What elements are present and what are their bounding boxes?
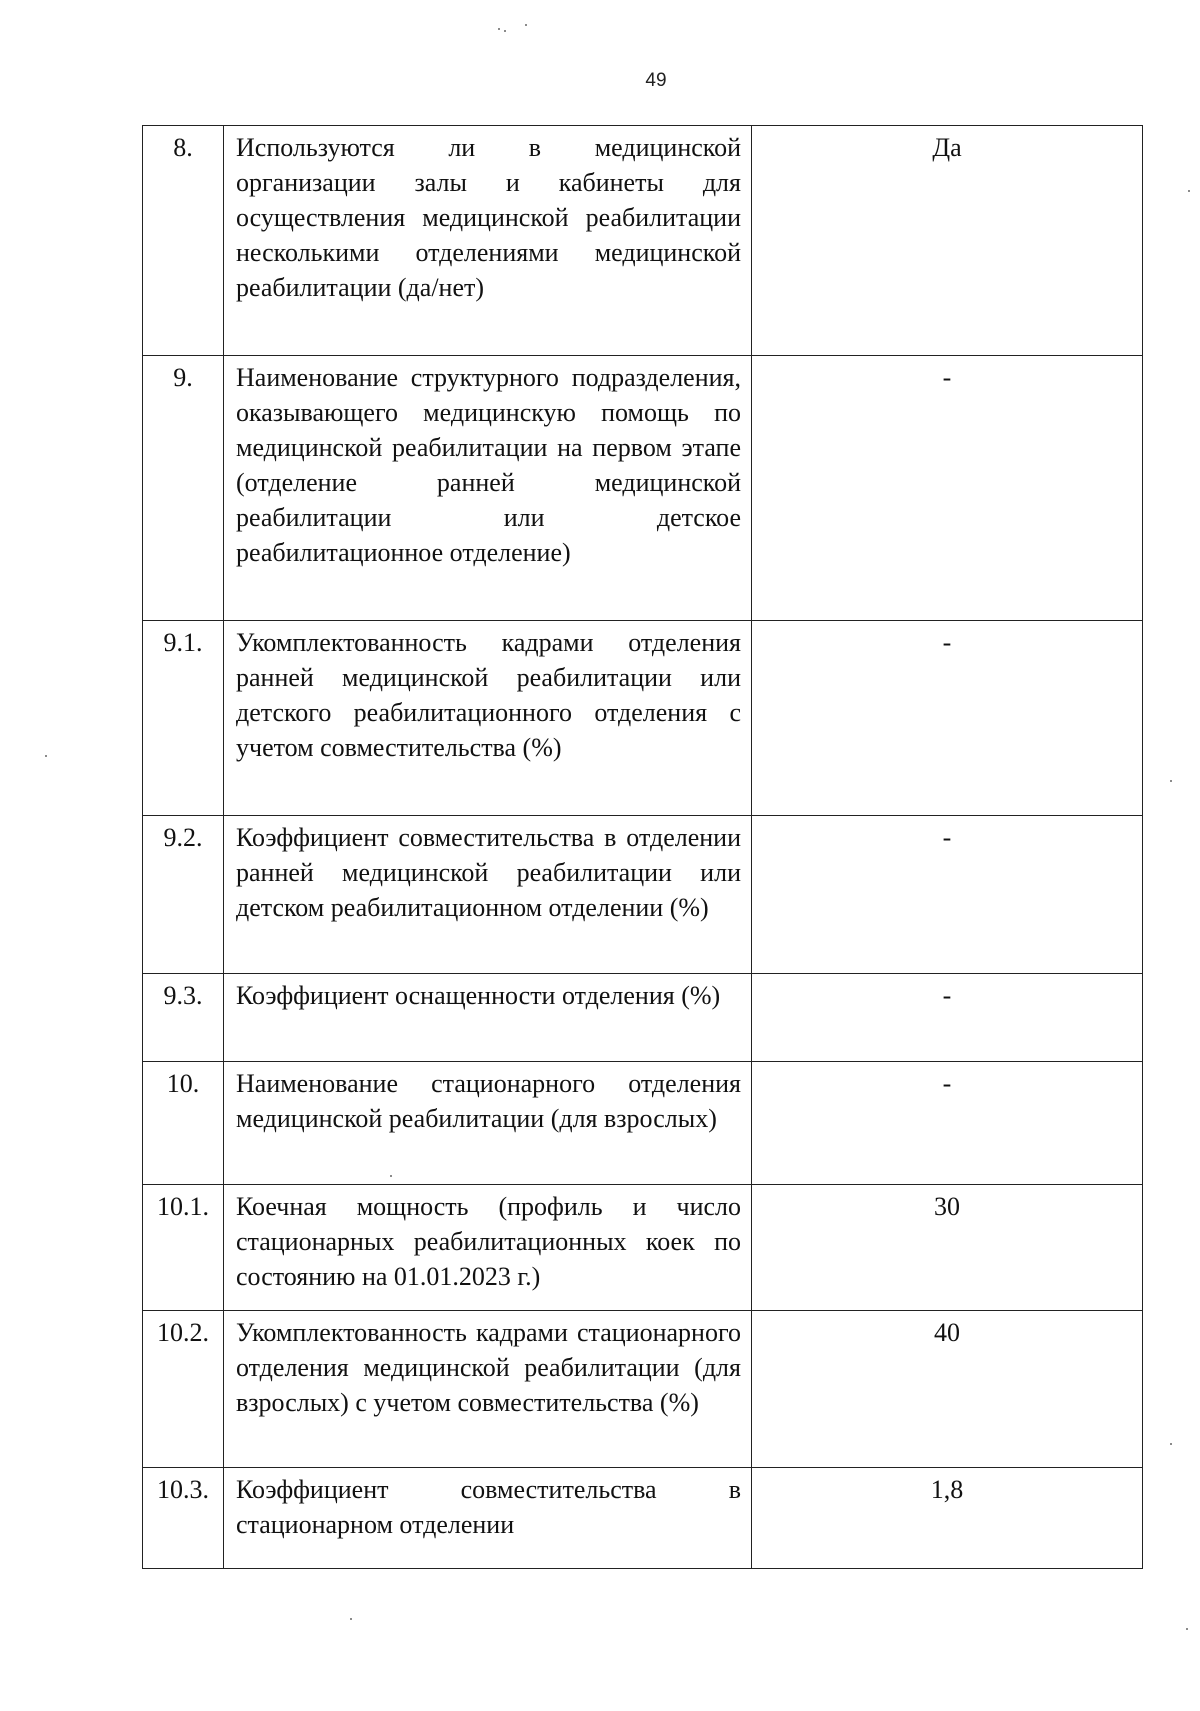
- row-number: 9.1.: [143, 621, 224, 816]
- scan-speck: [390, 1175, 392, 1177]
- table-row: [143, 1185, 1143, 1311]
- row-number: 9.2.: [143, 816, 224, 974]
- row-description: Коэффициент оснащенности отделения (%): [224, 974, 752, 1062]
- scan-speck: [498, 28, 500, 30]
- row-description: Укомплектованность кадрами отделения ранней медицинской реабилитации или детского реабилитационного отделения с учетом совместительства (%): [224, 621, 752, 816]
- row-value: -: [752, 356, 1143, 621]
- table-row: [143, 1468, 1143, 1569]
- row-description: Наименование стационарного отделения медицинской реабилитации (для взрослых): [224, 1062, 752, 1185]
- row-value: -: [752, 621, 1143, 816]
- row-number: 9.: [143, 356, 224, 621]
- row-description: Наименование структурного подразделения, оказывающего медицинскую помощь по медицинской реабилитации на первом этапе (отделение ранней медицинской реабилитации или детское реабилитационное отделение): [224, 356, 752, 621]
- scan-speck: [1188, 190, 1190, 192]
- row-description: Используются ли в медицинской организации залы и кабинеты для осуществления медицинской реабилитации несколькими отделениями медицинской реабилитации (да/нет): [224, 126, 752, 356]
- row-description: Коэффициент совместительства в стационарном отделении: [224, 1468, 752, 1569]
- row-value: 30: [752, 1185, 1143, 1311]
- row-value: -: [752, 1062, 1143, 1185]
- page-number: 49: [645, 70, 667, 91]
- row-number: 10.3.: [143, 1468, 224, 1569]
- scan-speck: [525, 24, 527, 26]
- table-row: [143, 356, 1143, 621]
- row-value: -: [752, 974, 1143, 1062]
- row-value: -: [752, 816, 1143, 974]
- scan-speck: [1186, 1628, 1188, 1630]
- row-value: Да: [752, 126, 1143, 356]
- table-row: [143, 621, 1143, 816]
- scan-speck: [1170, 780, 1172, 782]
- row-number: 8.: [143, 126, 224, 356]
- row-number: 10.: [143, 1062, 224, 1185]
- row-description: Коечная мощность (профиль и число стационарных реабилитационных коек по состоянию на 01.01.2023 г.): [224, 1185, 752, 1311]
- table-row: [143, 1062, 1143, 1185]
- data-table: [142, 125, 1143, 1569]
- row-number: 10.1.: [143, 1185, 224, 1311]
- row-description: Укомплектованность кадрами стационарного отделения медицинской реабилитации (для взрослых) с учетом совместительства (%): [224, 1311, 752, 1468]
- scan-speck: [504, 30, 506, 32]
- row-number: 9.3.: [143, 974, 224, 1062]
- row-number: 10.2.: [143, 1311, 224, 1468]
- table-row: [143, 974, 1143, 1062]
- row-description: Коэффициент совместительства в отделении ранней медицинской реабилитации или детском реабилитационном отделении (%): [224, 816, 752, 974]
- scan-speck: [45, 755, 47, 757]
- table-row: [143, 816, 1143, 974]
- row-value: 1,8: [752, 1468, 1143, 1569]
- scan-speck: [1170, 1443, 1172, 1445]
- scan-speck: [350, 1618, 352, 1620]
- table-row: [143, 1311, 1143, 1468]
- row-value: 40: [752, 1311, 1143, 1468]
- table-row: [143, 126, 1143, 356]
